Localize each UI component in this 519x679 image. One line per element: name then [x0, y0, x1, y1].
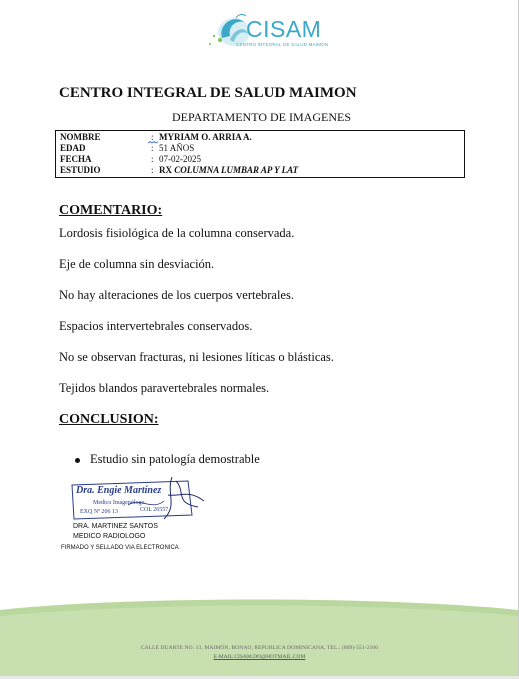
- study-name: COLUMNA LUMBAR AP Y LAT: [174, 165, 299, 175]
- logo-subtitle: CENTRO INTEGRAL DE SALUD MAIMON: [236, 42, 329, 47]
- footer-email-prefix: E-MAIL:: [213, 654, 235, 660]
- conclusion-item: Estudio sin patología demostrable: [90, 452, 260, 466]
- info-value-nombre: MYRIAM O. ARRIA A.: [159, 132, 252, 142]
- info-colon: :: [151, 154, 154, 164]
- stamp-role: Medico Imagenólogo: [93, 500, 145, 506]
- info-label: NOMBRE: [60, 132, 101, 142]
- organization-title: CENTRO INTEGRAL DE SALUD MAIMON: [59, 85, 357, 101]
- study-prefix: RX: [159, 165, 172, 175]
- comentario-line: No hay alteraciones de los cuerpos vertebrales.: [59, 288, 294, 302]
- comentario-line: Eje de columna sin desviación.: [59, 257, 215, 271]
- info-colon: :: [151, 143, 154, 153]
- info-value-edad: 51 AÑOS: [159, 143, 195, 153]
- comentario-line: Lordosis fisiológica de la columna conservada.: [59, 226, 295, 240]
- patient-info-box: [55, 130, 465, 178]
- stamp-col: COL 26557: [140, 507, 169, 513]
- info-colon: :: [151, 132, 154, 142]
- comentario-line: No se observan fracturas, ni lesiones líticas o blásticas.: [59, 350, 334, 364]
- info-label: ESTUDIO: [60, 165, 101, 175]
- info-value-fecha: 07-02-2025: [159, 154, 201, 164]
- info-label: FECHA: [60, 154, 92, 164]
- comentario-line: Espacios intervertebrales conservados.: [59, 319, 253, 333]
- bullet-icon: [75, 458, 80, 463]
- footer-wave-decoration: [0, 590, 519, 679]
- department-title: DEPARTAMENTO DE IMAGENES: [172, 110, 351, 124]
- signature-note: FIRMADO Y SELLADO VIA ELECTRONICA: [61, 545, 179, 551]
- comentario-line: Tejidos blandos paravertebrales normales.: [59, 381, 270, 395]
- comentario-heading: COMENTARIO:: [59, 203, 163, 218]
- signer-title: MEDICO RADIOLOGO: [73, 533, 146, 540]
- info-value-estudio: [159, 165, 298, 176]
- info-colon: :: [151, 165, 154, 175]
- info-label: EDAD: [60, 143, 86, 153]
- logo-text: CISAM: [246, 16, 322, 42]
- stamp-name: Dra. Engie Martínez: [76, 485, 162, 496]
- footer-email-address: CISAM.DO@HOTMAIL.COM: [234, 654, 306, 660]
- signer-name: DRA. MARTINEZ SANTOS: [73, 523, 158, 530]
- stamp-exq: EXQ Nº 206 13: [80, 509, 119, 515]
- footer-address: CALLE DUARTE NO. 13, MAIMÓN, BONAO, REPUBLICA DOMINICANA, TEL.: (809)-551-2106: [140, 645, 379, 651]
- conclusion-heading: CONCLUSION:: [59, 412, 159, 427]
- footer-email: [0, 654, 519, 660]
